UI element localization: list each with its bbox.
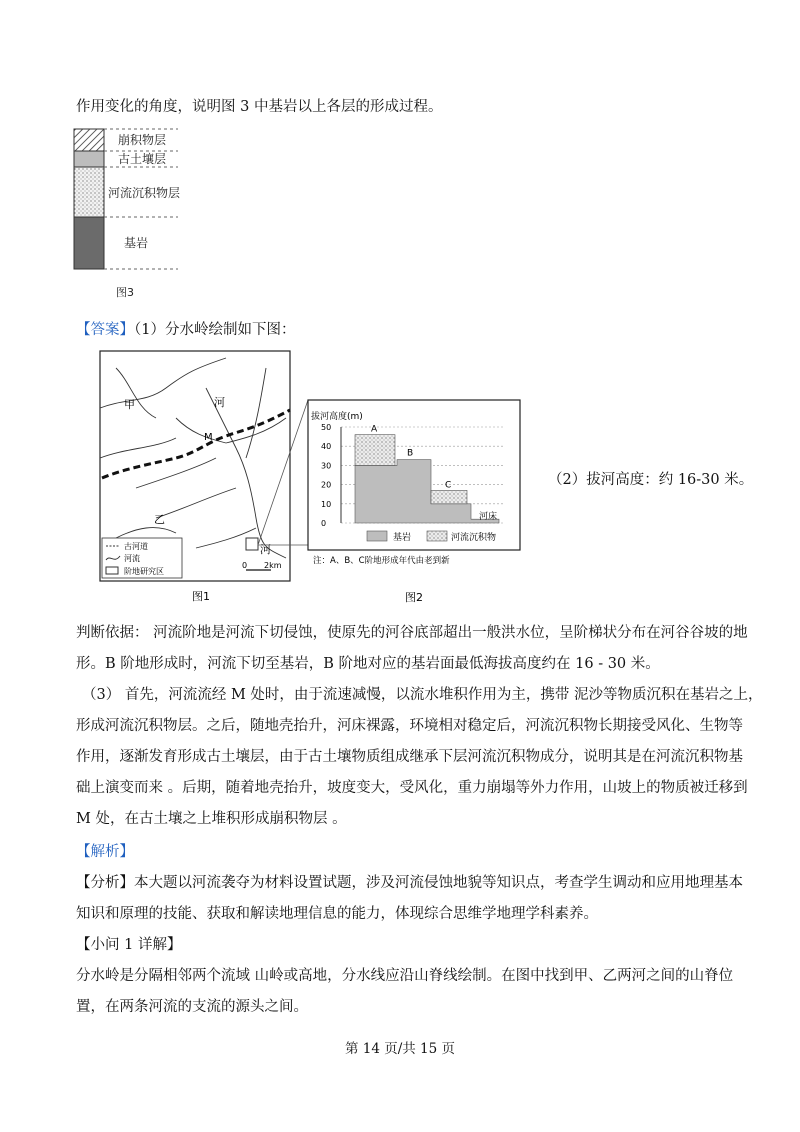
answer-tag: 【答案】 bbox=[76, 322, 134, 338]
map-label-he: 河 bbox=[214, 396, 225, 409]
map-profile-connector bbox=[250, 395, 312, 555]
map-label-M: M bbox=[204, 432, 213, 443]
river-sediment-layer-label: 河流沉积物层 bbox=[108, 186, 181, 200]
colluvium-layer-swatch bbox=[74, 129, 104, 151]
terrace-label-B: B bbox=[407, 448, 414, 459]
y-tick-label: 30 bbox=[321, 461, 332, 471]
profile-note: 注：A、B、C阶地形成年代由老到新 bbox=[313, 556, 450, 566]
legend-river-sediment: 河流沉积物 bbox=[451, 533, 497, 543]
figure-2-terrace-profile bbox=[305, 397, 525, 607]
q3-line-3: 作用，逐渐发育形成古土壤层，由于古土壤物质组成继承下层河流沉积物成分，说明其是在河流沉积物基 bbox=[76, 749, 743, 765]
subq1-heading: 【小问 1 详解】 bbox=[76, 937, 182, 953]
legend-river: 河流 bbox=[124, 554, 140, 563]
map-label-yi: 乙 bbox=[154, 513, 165, 526]
y-tick-label: 10 bbox=[321, 499, 332, 509]
colluvium-layer-label: 崩积物层 bbox=[118, 133, 167, 147]
answer-line bbox=[76, 320, 295, 340]
figure-3-caption: 图3 bbox=[116, 286, 134, 299]
paleosol-layer-label: 古土壤层 bbox=[118, 152, 167, 166]
paleosol-layer-swatch bbox=[74, 151, 104, 167]
river-sediment-layer-swatch bbox=[74, 167, 104, 217]
profile-ylabel: 拔河高度(m) bbox=[311, 412, 363, 422]
figure-1-caption: 图1 bbox=[192, 590, 210, 603]
y-tick-label: 40 bbox=[321, 442, 332, 452]
bedrock-layer-swatch bbox=[74, 217, 104, 269]
scale-2km: 2km bbox=[264, 561, 282, 570]
riverbed-label: 河床 bbox=[479, 512, 498, 522]
map-label-jia: 甲 bbox=[124, 398, 135, 411]
analysis-line-2: 知识和原理的技能、获取和解读地理信息的能力，体现综合思维学地理学科素养。 bbox=[76, 906, 598, 922]
subq1-line-2: 置，在两条河流的支流的源头之间。 bbox=[76, 999, 308, 1015]
y-tick-label: 50 bbox=[321, 423, 332, 432]
terrace-label-C: C bbox=[445, 480, 452, 491]
map-label-he2: 河 bbox=[260, 543, 271, 556]
q3-line-4: 础上演变而来 。后期，随着地壳抬升，坡度变大，受风化，重力崩塌等外力作用，山坡上的物质被迁移到 bbox=[76, 780, 748, 796]
q3-line-2: 形成河流沉积物层。之后，随地壳抬升，河床裸露，环境相对稳定后，河流沉积物长期接受风化、生物等 bbox=[76, 718, 743, 734]
subq1-line-1: 分水岭是分隔相邻两个流域 山岭或高地，分水线应沿山脊线绘制。在图中找到甲、乙两河之间的山脊位 bbox=[76, 968, 734, 984]
figure-3-strata-column bbox=[66, 124, 216, 304]
legend-ancient-channel: 古河道 bbox=[124, 542, 148, 551]
intro-line: 作用变化的角度，说明图 3 中基岩以上各层的形成过程。 bbox=[76, 99, 443, 115]
y-tick-label: 20 bbox=[321, 480, 332, 490]
terrace-label-A: A bbox=[371, 424, 378, 435]
analysis-line-1: 【分析】本大题以河流袭夺为材料设置试题，涉及河流侵蚀地貌等知识点，考查学生调动和应用地理基本 bbox=[76, 875, 743, 891]
scale-zero: 0 bbox=[242, 561, 248, 570]
q3-line-5: M 处，在古土壤之上堆积形成崩积物层 。 bbox=[76, 811, 347, 827]
basis-line-1: 判断依据： 河流阶地是河流下切侵蚀，使原先的河谷底部超出一般洪水位，呈阶梯状分布在河谷谷坡的地 bbox=[76, 625, 748, 641]
y-tick-label: 0 bbox=[321, 519, 327, 528]
answer-q1: （1）分水岭绘制如下图： bbox=[134, 322, 296, 338]
bedrock-layer-label: 基岩 bbox=[124, 236, 149, 250]
legend-bedrock: 基岩 bbox=[393, 533, 412, 543]
terrace-A-deposit bbox=[355, 435, 395, 466]
page-footer: 第 14 页/共 15 页 bbox=[344, 1041, 456, 1057]
legend-terrace-area: 阶地研究区 bbox=[124, 567, 164, 576]
figure-2-caption: 图2 bbox=[405, 591, 423, 604]
analysis-tag: 【解析】 bbox=[76, 844, 134, 860]
q3-line-1: （3） 首先，河流流经 M 处时，由于流速减慢，以流水堆积作用为主，携带 泥沙等物质沉积在基岩之上， bbox=[82, 687, 763, 703]
answer-q2: （2）拔河高度：约 16-30 米。 bbox=[548, 472, 754, 488]
terrace-C-deposit bbox=[431, 490, 467, 503]
basis-line-2: 形。B 阶地形成时，河流下切至基岩，B 阶地对应的基岩面最低海拔高度约在 16 - 30 米。 bbox=[76, 656, 660, 672]
